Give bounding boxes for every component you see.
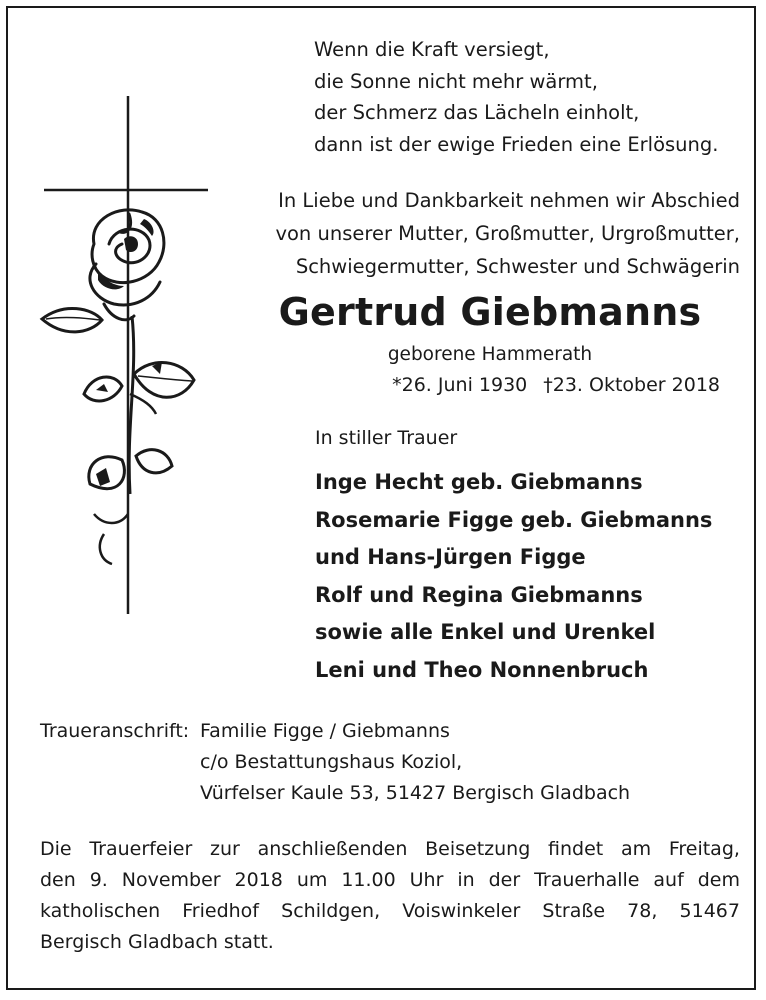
funeral-notice bbox=[40, 834, 740, 958]
notice-word: den bbox=[40, 869, 76, 891]
mourners-list bbox=[315, 464, 745, 689]
poem bbox=[314, 34, 754, 160]
farewell-line: von unserer Mutter, Großmutter, Urgroßmutter, bbox=[275, 222, 740, 245]
notice-word: zur bbox=[210, 838, 240, 860]
notice-word: Trauerfeier bbox=[89, 838, 193, 860]
address-line: Vürfelser Kaule 53, 51427 Bergisch Gladbach bbox=[200, 782, 631, 804]
mourner-line: Inge Hecht geb. Giebmanns bbox=[315, 470, 643, 494]
notice-word: 2018 bbox=[234, 869, 283, 891]
notice-word: 11.00 bbox=[341, 869, 396, 891]
notice-word: Beisetzung bbox=[425, 838, 531, 860]
notice-word: Die bbox=[40, 838, 72, 860]
mourner-line: Leni und Theo Nonnenbruch bbox=[315, 657, 649, 682]
notice-word: 78, bbox=[627, 900, 658, 922]
life-dates bbox=[240, 374, 720, 396]
notice-word: der bbox=[488, 869, 521, 891]
mourner-line: und Hans-Jürgen Figge bbox=[315, 545, 586, 569]
poem-line: die Sonne nicht mehr wärmt, bbox=[314, 69, 598, 93]
birth-date: *26. Juni 1930 bbox=[392, 374, 528, 396]
notice-word: Bergisch Gladbach statt. bbox=[40, 931, 274, 953]
farewell-line: In Liebe und Dankbarkeit nehmen wir Abschied bbox=[278, 189, 740, 212]
notice-word: auf bbox=[653, 869, 684, 891]
notice-word: dem bbox=[697, 869, 740, 891]
notice-line bbox=[40, 865, 740, 896]
death-date: †23. Oktober 2018 bbox=[543, 374, 720, 396]
notice-word: um bbox=[296, 869, 328, 891]
address-label: Traueranschrift: bbox=[40, 720, 190, 742]
notice-line bbox=[40, 896, 740, 927]
address-line: c/o Bestattungshaus Koziol, bbox=[200, 751, 463, 773]
farewell-line: Schwiegermutter, Schwester und Schwägerin bbox=[295, 255, 740, 278]
poem-line: Wenn die Kraft versiegt, bbox=[314, 38, 550, 61]
farewell-text bbox=[230, 184, 740, 283]
notice-word: Voiswinkeler bbox=[402, 900, 521, 922]
mourner-line: Rosemarie Figge geb. Giebmanns bbox=[315, 507, 713, 532]
mourning-intro: In stiller Trauer bbox=[315, 427, 458, 449]
mourner-line: Rolf und Regina Giebmanns bbox=[315, 582, 643, 607]
notice-word: anschließenden bbox=[257, 838, 408, 860]
notice-word: Schildgen, bbox=[281, 900, 381, 922]
notice-word: November bbox=[121, 869, 221, 891]
notice-word: in bbox=[457, 869, 475, 891]
mourner-line: sowie alle Enkel und Urenkel bbox=[315, 620, 656, 644]
poem-line: dann ist der ewige Frieden eine Erlösung. bbox=[314, 132, 719, 156]
notice-word: Uhr bbox=[409, 869, 444, 891]
notice-word: Freitag, bbox=[668, 838, 740, 860]
birth-name: geborene Hammerath bbox=[387, 344, 593, 365]
address-line: Familie Figge / Giebmanns bbox=[200, 720, 450, 742]
notice-line bbox=[40, 927, 740, 958]
poem-line: der Schmerz das Lächeln einholt, bbox=[314, 101, 640, 124]
notice-word: Friedhof bbox=[182, 900, 259, 922]
notice-word: findet bbox=[548, 838, 604, 860]
notice-word: 9. bbox=[89, 869, 108, 891]
notice-word: Trauerhalle bbox=[534, 869, 640, 891]
cross-with-rose-icon bbox=[34, 94, 224, 624]
notice-word: am bbox=[620, 838, 652, 860]
notice-line bbox=[40, 834, 740, 865]
deceased-name: Gertrud Giebmanns bbox=[278, 290, 702, 334]
notice-word: Straße bbox=[542, 900, 606, 922]
notice-word: katholischen bbox=[40, 900, 161, 922]
mourning-address bbox=[40, 716, 740, 809]
notice-word: 51467 bbox=[679, 900, 740, 922]
